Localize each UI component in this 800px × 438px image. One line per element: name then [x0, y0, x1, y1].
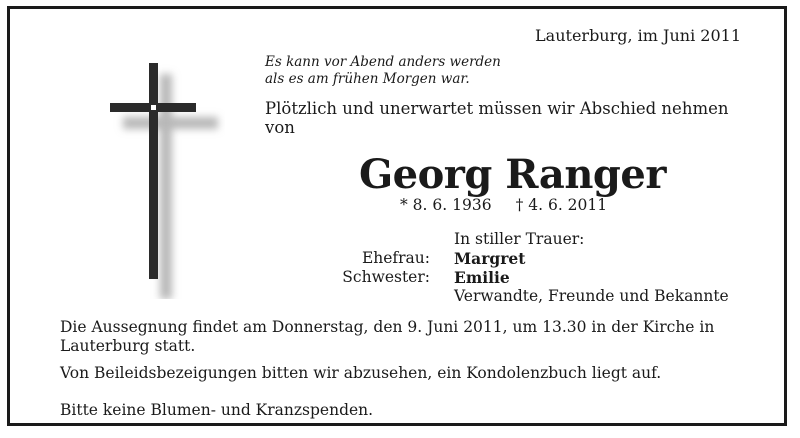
flowers-info: Bitte keine Blumen- und Kranzspenden. — [60, 401, 374, 419]
birth-date: * 8. 6. 1936 — [400, 196, 492, 214]
quote — [265, 54, 501, 88]
mourner-role: Ehefrau: — [361, 249, 430, 267]
deceased-name: Georg Ranger — [359, 151, 666, 198]
obituary-notice — [7, 6, 787, 426]
mourner-name: Margret — [454, 249, 526, 268]
quote-line: Es kann vor Abend anders werden — [265, 54, 501, 70]
mourner-name: Emilie — [454, 268, 510, 287]
intro-text: Plötzlich und unerwartet müssen wir Abschied nehmen von — [265, 99, 729, 137]
life-dates — [400, 196, 607, 214]
other-mourners: Verwandte, Freunde und Bekannte — [454, 287, 729, 305]
mourner-role: Schwester: — [342, 268, 430, 286]
condolence-info: Von Beileidsbezeigungen bitten wir abzusehen, ein Kondolenzbuch liegt auf. — [60, 364, 662, 382]
mourning-heading: In stiller Trauer: — [454, 230, 585, 248]
place-date: Lauterburg, im Juni 2011 — [535, 26, 741, 45]
cross-icon — [105, 59, 225, 299]
quote-line: als es am frühen Morgen war. — [265, 71, 470, 87]
death-date: † 4. 6. 2011 — [515, 196, 608, 214]
funeral-info: Die Aussegnung findet am Donnerstag, den 9. Juni 2011, um 13.30 in der Kirche in Lauterburg statt. — [60, 318, 715, 355]
